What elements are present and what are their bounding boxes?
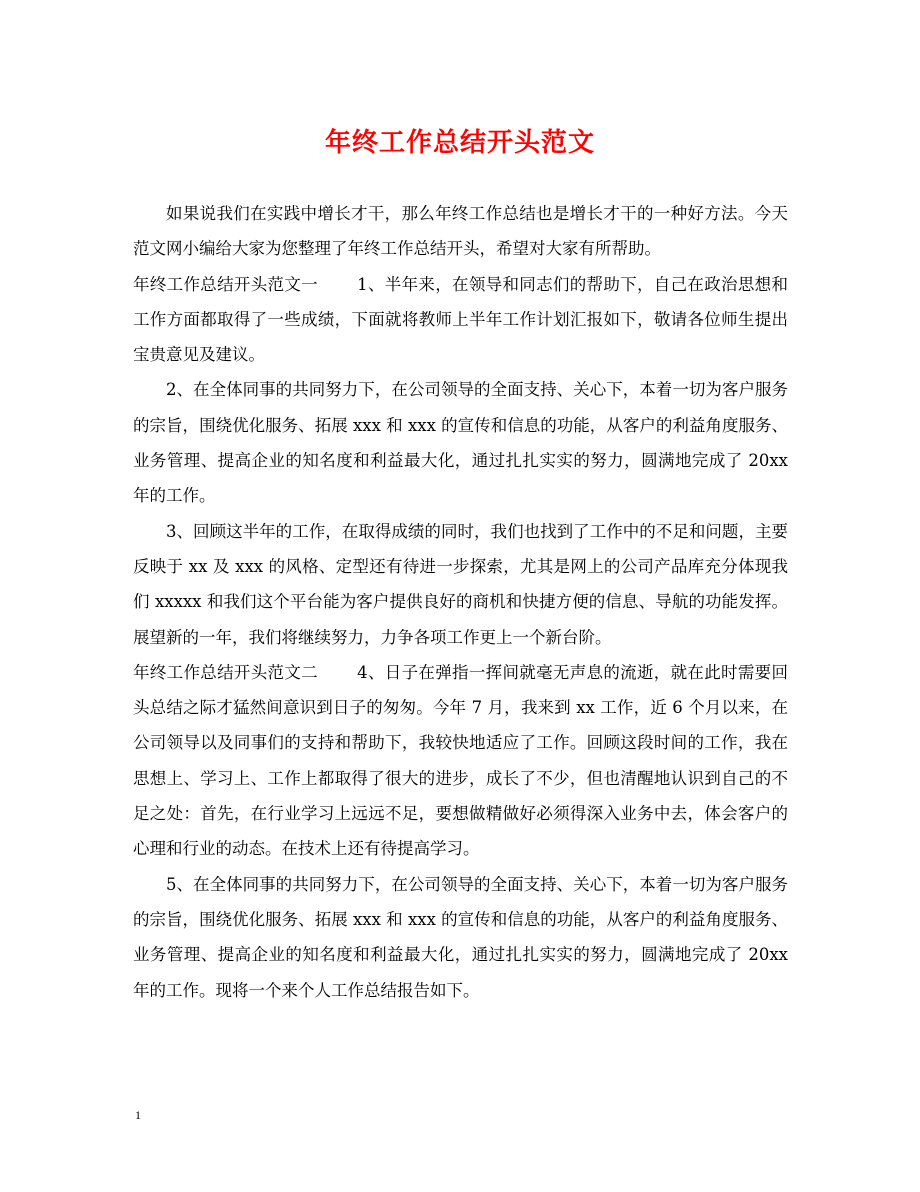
- document-body: [133, 196, 788, 1008]
- paragraph-sample-two: 年终工作总结开头范文二 4、日子在弹指一挥间就毫无声息的流逝，就在此时需要回头总结之际才猛然间意识到日子的匆匆。今年 7 月，我来到 xx 工作，近 6 个月以来，在公司领导以及同事们的支持和帮助下，我较快地适应了工作。回顾这段时间的工作，我在思想上、学习上、工作上都取得了很大的进步，成长了不少，但也清醒地认识到自己的不足之处：首先，在行业学习上远远不足，要想做精做好必须得深入业务中去，体会客户的心理和行业的动态。在技术上还有待提高学习。: [133, 662, 788, 859]
- paragraph-sample-one: 年终工作总结开头范文一 1、半年来，在领导和同志们的帮助下，自己在政治思想和工作方面都取得了一些成绩，下面就将教师上半年工作计划汇报如下，敬请各位师生提出宝贵意见及建议。: [133, 274, 788, 365]
- page-title: 年终工作总结开头范文: [324, 128, 595, 158]
- paragraph-item-2: 2、在全体同事的共同努力下，在公司领导的全面支持、关心下，本着一切为客户服务的宗旨，围绕优化服务、拓展 xxx 和 xxx 的宣传和信息的功能，从客户的利益角度服务、业务管理、提高企业的知名度和利益最大化，通过扎扎实实的努力，圆满地完成了 20xx 年的工作。: [133, 380, 788, 506]
- paragraph-item-3: 3、回顾这半年的工作，在取得成绩的同时，我们也找到了工作中的不足和问题，主要反映于 xx 及 xxx 的风格、定型还有待进一步探索，尤其是网上的公司产品库充分体现我们 xxxxx 和我们这个平台能为客户提供良好的商机和快捷方便的信息、导航的功能发挥。展望新的一年，我们将继续努力，力争各项工作更上一个新台阶。: [133, 521, 788, 647]
- page-number: 1: [135, 1108, 141, 1122]
- paragraph-item-5: 5、在全体同事的共同努力下，在公司领导的全面支持、关心下，本着一切为客户服务的宗旨，围绕优化服务、拓展 xxx 和 xxx 的宣传和信息的功能，从客户的利益角度服务、业务管理、提高企业的知名度和利益最大化，通过扎扎实实的努力，圆满地完成了 20xx 年的工作。现将一个来个人工作总结报告如下。: [133, 874, 788, 1000]
- paragraph-intro: 如果说我们在实践中增长才干，那么年终工作总结也是增长才干的一种好方法。今天范文网小编给大家为您整理了年终工作总结开头，希望对大家有所帮助。: [133, 204, 788, 259]
